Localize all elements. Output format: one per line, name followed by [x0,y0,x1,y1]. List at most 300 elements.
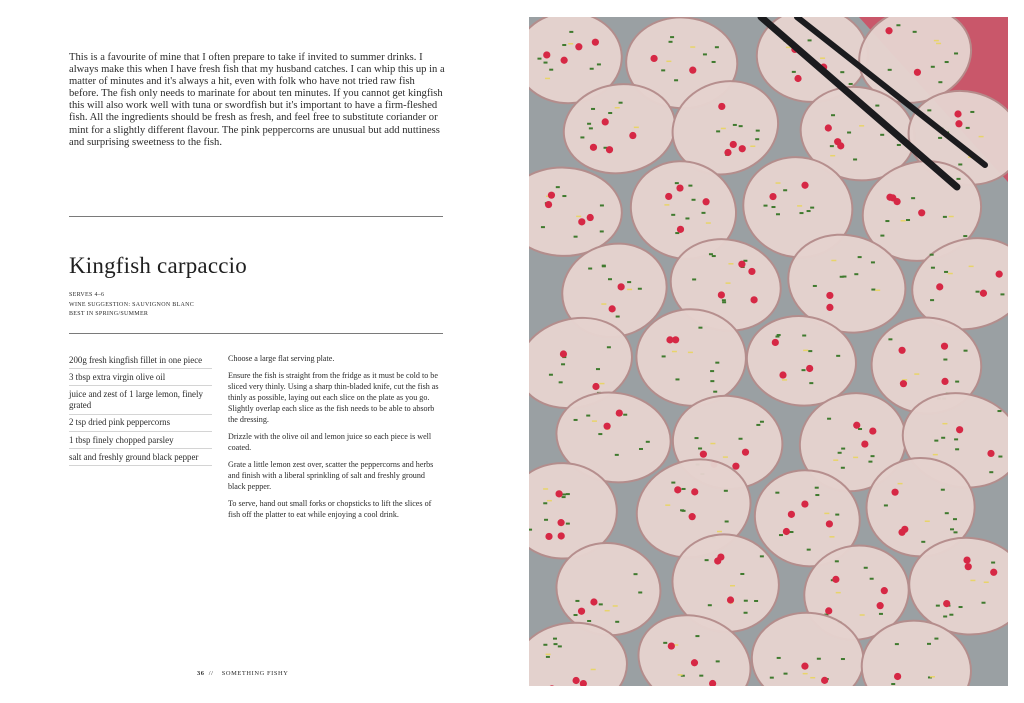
pink-peppercorn [788,511,795,518]
herb-fleck [587,123,591,125]
pink-peppercorn [558,532,565,539]
herb-fleck [930,254,934,256]
herb-fleck [764,205,768,207]
herb-fleck [623,414,627,416]
pink-peppercorn [730,141,737,148]
herb-fleck [807,210,811,212]
herb-fleck [688,185,692,187]
lemon-zest [853,457,858,459]
herb-fleck [775,492,779,494]
herb-fleck [815,494,819,496]
herb-fleck [888,69,892,71]
herb-fleck [701,212,705,214]
herb-fleck [879,613,883,615]
pink-peppercorn [869,427,876,434]
herb-fleck [674,79,678,81]
method-step: Drizzle with the olive oil and lemon juice so each piece is well coated. [228,432,432,452]
lemon-zest [592,420,597,422]
pink-peppercorn [575,43,582,50]
herb-fleck [699,675,703,677]
herb-fleck [589,127,593,129]
herb-fleck [713,391,717,393]
herb-fleck [841,448,845,450]
pink-peppercorn [826,292,833,299]
herb-fleck [998,456,1002,458]
herb-fleck [927,109,931,111]
herb-fleck [600,230,604,232]
herb-fleck [891,683,895,685]
pink-peppercorn [618,283,625,290]
pink-peppercorn [676,184,683,191]
herb-fleck [725,520,729,522]
herb-fleck [870,578,874,580]
herb-fleck [619,102,623,104]
herb-fleck [835,560,839,562]
herb-fleck [712,255,716,257]
herb-fleck [847,132,851,134]
ingredient-item: 3 tbsp extra virgin olive oil [69,369,212,386]
lemon-zest [750,146,755,148]
lemon-zest [949,216,954,218]
herb-fleck [634,573,638,575]
herb-fleck [906,219,910,221]
pink-peppercorn [987,450,994,457]
herb-fleck [927,643,931,645]
herb-fleck [559,381,563,383]
lemon-zest [690,46,695,48]
pink-peppercorn [826,520,833,527]
herb-fleck [885,220,889,222]
herb-fleck [809,382,813,384]
herb-fleck [574,419,578,421]
lemon-zest [634,127,639,129]
herb-fleck [913,31,917,33]
herb-fleck [849,83,853,85]
herb-fleck [799,212,803,214]
herb-fleck [760,555,764,557]
ingredient-item: 2 tsp dried pink peppercorns [69,415,212,432]
recipe-title: Kingfish carpaccio [69,253,247,278]
herb-fleck [529,529,532,531]
herb-fleck [756,130,760,132]
herb-fleck [997,410,1001,412]
pink-peppercorn [666,336,673,343]
herb-fleck [709,253,713,255]
herb-fleck [783,189,787,191]
fish-slices [529,17,1008,686]
herb-fleck [830,145,834,147]
herb-fleck [784,673,788,675]
ingredient-item: 200g fresh kingfish fillet in one piece [69,352,212,369]
herb-fleck [599,603,603,605]
herb-fleck [808,350,812,352]
herb-fleck [1000,293,1004,295]
herb-fleck [941,489,945,491]
ingredient-item: juice and zest of 1 large lemon, finely grated [69,386,212,414]
herb-fleck [945,61,949,63]
herb-fleck [562,496,566,498]
lemon-zest [664,204,669,206]
herb-fleck [543,644,547,646]
herb-fleck [864,567,868,569]
herb-fleck [963,235,967,237]
herb-fleck [931,267,935,269]
herb-fleck [938,81,942,83]
pink-peppercorn [700,451,707,458]
herb-fleck [597,63,601,65]
lemon-zest [930,676,935,678]
herb-fleck [897,144,901,146]
pink-peppercorn [894,673,901,680]
herb-fleck [574,236,578,238]
lemon-zest [627,289,632,291]
herb-fleck [966,127,970,129]
pink-peppercorn [861,440,868,447]
lemon-zest [820,57,825,59]
pink-peppercorn [885,27,892,34]
pink-peppercorn [891,489,898,496]
lemon-zest [836,592,841,594]
herb-fleck [712,61,716,63]
herb-fleck [841,658,845,660]
herb-fleck [591,108,595,110]
lemon-zest [672,351,677,353]
herb-fleck [556,186,560,188]
herb-fleck [588,268,592,270]
pink-peppercorn [801,182,808,189]
herb-fleck [692,278,696,280]
herb-fleck [580,136,584,138]
pink-peppercorn [956,426,963,433]
herb-fleck [544,62,548,64]
herb-fleck [954,531,958,533]
herb-fleck [608,278,612,280]
herb-fleck [964,350,968,352]
herb-fleck [561,363,565,365]
pink-peppercorn [832,576,839,583]
pink-peppercorn [590,598,597,605]
herb-fleck [638,591,642,593]
pink-peppercorn [717,553,724,560]
pink-peppercorn [918,209,925,216]
herb-fleck [934,440,938,442]
herb-fleck [744,600,748,602]
herb-fleck [705,559,709,561]
lemon-zest [979,136,984,138]
pink-peppercorn [665,193,672,200]
pink-peppercorn [587,214,594,221]
pink-peppercorn [806,365,813,372]
herb-fleck [740,573,744,575]
pink-peppercorn [738,261,745,268]
lemon-zest [717,531,722,533]
herb-fleck [703,53,707,55]
herb-fleck [671,482,675,484]
lemon-zest [605,610,610,612]
lemon-zest [543,488,548,490]
lemon-zest [936,43,941,45]
pink-peppercorn [742,449,749,456]
herb-fleck [670,36,674,38]
herb-fleck [698,447,702,449]
herb-fleck [896,24,900,26]
lemon-zest [723,456,728,458]
lemon-zest [615,107,620,109]
lemon-zest [599,383,604,385]
lemon-zest [898,483,903,485]
herb-fleck [608,112,612,114]
lemon-zest [984,582,989,584]
herb-fleck [931,66,935,68]
herb-fleck [777,657,781,659]
kingfish-carpaccio-photo [529,17,1008,686]
pink-peppercorn [668,642,675,649]
lemon-zest [797,205,802,207]
herb-fleck [638,288,642,290]
herb-fleck [954,438,958,440]
section-title: SOMETHING FISHY [221,670,289,677]
herb-fleck [744,612,748,614]
pink-peppercorn [955,120,962,127]
pink-peppercorn [769,193,776,200]
herb-fleck [615,621,619,623]
pink-peppercorn [898,347,905,354]
lemon-zest [970,580,975,582]
pink-peppercorn [936,283,943,290]
lemon-zest [914,373,919,375]
herb-fleck [733,124,737,126]
ingredient-item: salt and freshly ground black pepper [69,449,212,466]
herb-fleck [895,643,899,645]
pink-peppercorn [900,380,907,387]
lemon-zest [803,673,808,675]
pink-peppercorn [674,486,681,493]
herb-fleck [724,490,728,492]
herb-fleck [695,437,699,439]
method-steps [228,353,444,526]
herb-fleck [888,338,892,340]
herb-fleck [810,207,814,209]
herb-fleck [549,69,553,71]
lemon-zest [710,443,715,445]
herb-fleck [871,455,875,457]
pink-peppercorn [801,663,808,670]
herb-fleck [598,433,602,435]
pink-peppercorn [739,145,746,152]
herb-fleck [808,39,812,41]
herb-fleck [842,276,846,278]
herb-fleck [722,299,726,301]
lemon-zest [830,155,835,157]
herb-fleck [566,493,570,495]
pink-peppercorn [963,556,970,563]
herb-fleck [692,199,696,201]
meta-serves: SERVES 4–6 [69,292,105,298]
herb-fleck [671,214,675,216]
herb-fleck [949,614,953,616]
pink-peppercorn [691,488,698,495]
herb-fleck [817,658,821,660]
lemon-zest [721,128,726,130]
herb-fleck [662,355,666,357]
lemon-zest [942,423,947,425]
pink-peppercorn [718,103,725,110]
pink-peppercorn [779,371,786,378]
lemon-zest [730,585,735,587]
pink-peppercorn [724,149,731,156]
pink-peppercorn [702,198,709,205]
pink-peppercorn [689,67,696,74]
herb-fleck [875,105,879,107]
pink-peppercorn [578,608,585,615]
pink-peppercorn [821,677,828,684]
herb-fleck [827,418,831,420]
herb-fleck [543,502,547,504]
herb-fleck [549,374,553,376]
page-footer [197,670,288,677]
pink-peppercorn [602,118,609,125]
pink-peppercorn [609,305,616,312]
pink-peppercorn [592,39,599,46]
lemon-zest [969,266,974,268]
herb-fleck [880,235,884,237]
herb-fleck [953,518,957,520]
method-step: To serve, hand out small forks or chopsticks to lift the slices of fish off the platter to eat while enjoying a cool drink. [228,499,432,519]
herb-fleck [776,213,780,215]
herb-fleck [807,549,811,551]
pink-peppercorn [965,563,972,570]
pink-peppercorn [590,144,597,151]
herb-fleck [770,677,774,679]
ingredient-item: 1 tbsp finely chopped parsley [69,432,212,449]
lemon-zest [833,459,838,461]
herb-fleck [722,301,726,303]
herb-fleck [586,415,590,417]
method-step: Choose a large flat serving plate. [228,354,335,363]
divider-top [69,216,443,217]
pink-peppercorn [555,490,562,497]
herb-fleck [756,424,760,426]
herb-fleck [710,370,714,372]
herb-fleck [945,512,949,514]
pink-peppercorn [943,600,950,607]
lemon-zest [934,40,939,42]
herb-fleck [955,381,959,383]
pink-peppercorn [592,383,599,390]
herb-fleck [858,256,862,258]
herb-fleck [970,111,974,113]
herb-fleck [802,369,806,371]
herb-fleck [715,46,719,48]
herb-fleck [991,562,995,564]
herb-fleck [607,346,611,348]
herb-fleck [958,163,962,165]
page-number: 36 [197,670,205,677]
pink-peppercorn [901,526,908,533]
herb-fleck [976,291,980,293]
herb-fleck [840,71,844,73]
lemon-zest [933,454,938,456]
herb-fleck [574,614,578,616]
pink-peppercorn [573,677,580,684]
meta-wine: WINE SUGGESTION: SAUVIGNON BLANC [69,301,195,308]
herb-fleck [600,204,604,206]
herb-fleck [615,454,619,456]
herb-fleck [558,645,562,647]
lemon-zest [875,290,880,292]
herb-fleck [639,448,643,450]
herb-fleck [554,643,558,645]
pink-peppercorn [801,500,808,507]
lemon-zest [859,125,864,127]
herb-fleck [602,265,606,267]
lemon-zest [901,220,906,222]
herb-fleck [921,541,925,543]
herb-fleck [858,428,862,430]
lemon-zest [665,504,670,506]
pink-peppercorn [543,51,550,58]
pink-peppercorn [629,132,636,139]
herb-fleck [943,359,947,361]
pink-peppercorn [941,343,948,350]
lemon-zest [824,513,829,515]
herb-fleck [739,125,743,127]
herb-fleck [675,378,679,380]
herb-fleck [871,289,875,291]
pink-peppercorn [650,55,657,62]
ingredients-list [69,352,212,466]
pink-peppercorn [889,194,896,201]
herb-fleck [661,69,665,71]
herb-fleck [779,534,783,536]
herb-fleck [981,602,985,604]
herb-fleck [941,437,945,439]
pink-peppercorn [996,271,1003,278]
lemon-zest [613,605,618,607]
herb-fleck [868,461,872,463]
pink-peppercorn [604,423,611,430]
herb-fleck [854,273,858,275]
pink-peppercorn [980,290,987,297]
lemon-zest [831,260,836,262]
herb-fleck [663,642,667,644]
divider-bottom [69,333,443,334]
lemon-zest [545,78,550,80]
pink-peppercorn [941,378,948,385]
lemon-zest [948,273,953,275]
herb-fleck [911,197,915,199]
pink-peppercorn [691,659,698,666]
lemon-zest [666,61,671,63]
herb-fleck [934,638,938,640]
herb-fleck [715,362,719,364]
herb-fleck [616,316,620,318]
lemon-zest [678,674,683,676]
pink-peppercorn [616,409,623,416]
herb-fleck [669,41,673,43]
lemon-zest [810,677,815,679]
herb-fleck [938,137,942,139]
pink-peppercorn [748,268,755,275]
lemon-zest [726,282,731,284]
herb-fleck [716,660,720,662]
herb-fleck [950,528,954,530]
herb-fleck [880,134,884,136]
pink-peppercorn [689,513,696,520]
lemon-zest [568,43,573,45]
herb-fleck [884,504,888,506]
herb-fleck [541,226,545,228]
